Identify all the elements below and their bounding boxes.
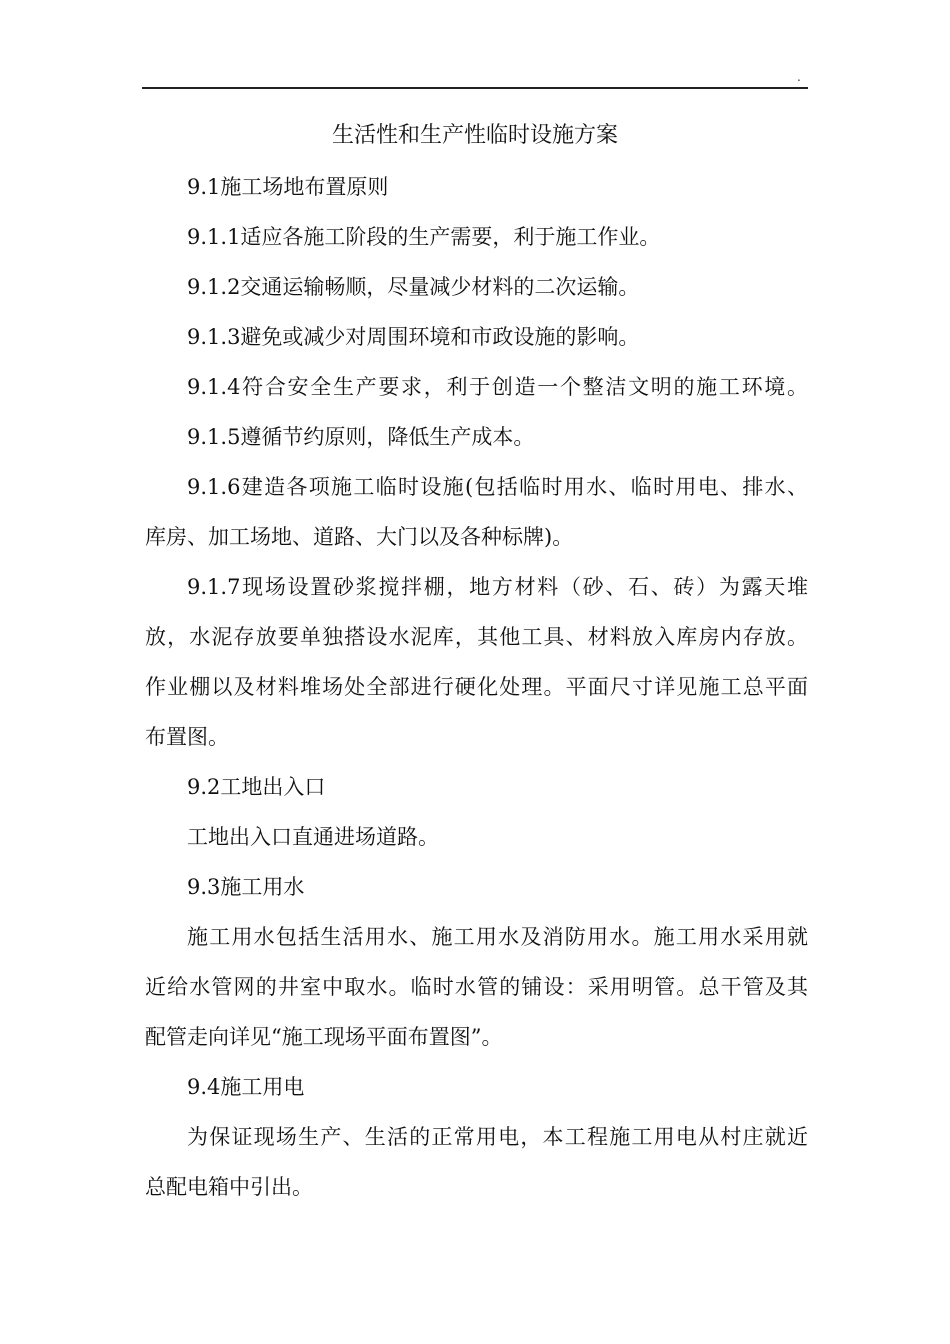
paragraph-9-1-7-line-4: 布置图。 — [145, 725, 229, 749]
paragraph-9-3-line-2: 近给水管网的井室中取水。临时水管的铺设：采用明管。总干管及其 — [145, 975, 808, 999]
paragraph-9-3-line-3: 配管走向详见“施工现场平面布置图”。 — [145, 1025, 503, 1049]
section-heading-9-4: 9.4施工用电 — [187, 1075, 305, 1099]
header-rule — [142, 87, 808, 89]
paragraph-9-1-5: 9.1.5遵循节约原则，降低生产成本。 — [187, 425, 535, 449]
paragraph-9-2: 工地出入口直通进场道路。 — [187, 825, 439, 849]
header-mark: . — [797, 70, 801, 84]
paragraph-9-3-line-1: 施工用水包括生活用水、施工用水及消防用水。施工用水采用就 — [187, 925, 808, 949]
paragraph-9-1-1: 9.1.1适应各施工阶段的生产需要，利于施工作业。 — [187, 225, 661, 249]
section-heading-9-2: 9.2工地出入口 — [187, 775, 326, 799]
paragraph-9-1-2: 9.1.2交通运输畅顺，尽量减少材料的二次运输。 — [187, 275, 640, 299]
paragraph-9-4-line-2: 总配电箱中引出。 — [145, 1175, 313, 1199]
paragraph-9-1-6-line-2: 库房、加工场地、道路、大门以及各种标牌)。 — [145, 525, 574, 549]
paragraph-9-4-line-1: 为保证现场生产、生活的正常用电，本工程施工用电从村庄就近 — [187, 1125, 808, 1149]
paragraph-9-1-7-line-2: 放，水泥存放要单独搭设水泥库，其他工具、材料放入库房内存放。 — [145, 625, 808, 649]
section-heading-9-1: 9.1施工场地布置原则 — [187, 175, 389, 199]
document-title: 生活性和生产性临时设施方案 — [331, 123, 618, 148]
paragraph-9-1-4: 9.1.4符合安全生产要求，利于创造一个整洁文明的施工环境。 — [187, 375, 808, 399]
paragraph-9-1-7-line-3: 作业棚以及材料堆场处全部进行硬化处理。平面尺寸详见施工总平面 — [145, 675, 808, 699]
paragraph-9-1-7-line-1: 9.1.7现场设置砂浆搅拌棚，地方材料（砂、石、砖）为露天堆 — [187, 575, 808, 599]
section-heading-9-3: 9.3施工用水 — [187, 875, 305, 899]
paragraph-9-1-3: 9.1.3避免或减少对周围环境和市政设施的影响。 — [187, 325, 640, 349]
paragraph-9-1-6-line-1: 9.1.6建造各项施工临时设施(包括临时用水、临时用电、排水、 — [187, 475, 808, 499]
